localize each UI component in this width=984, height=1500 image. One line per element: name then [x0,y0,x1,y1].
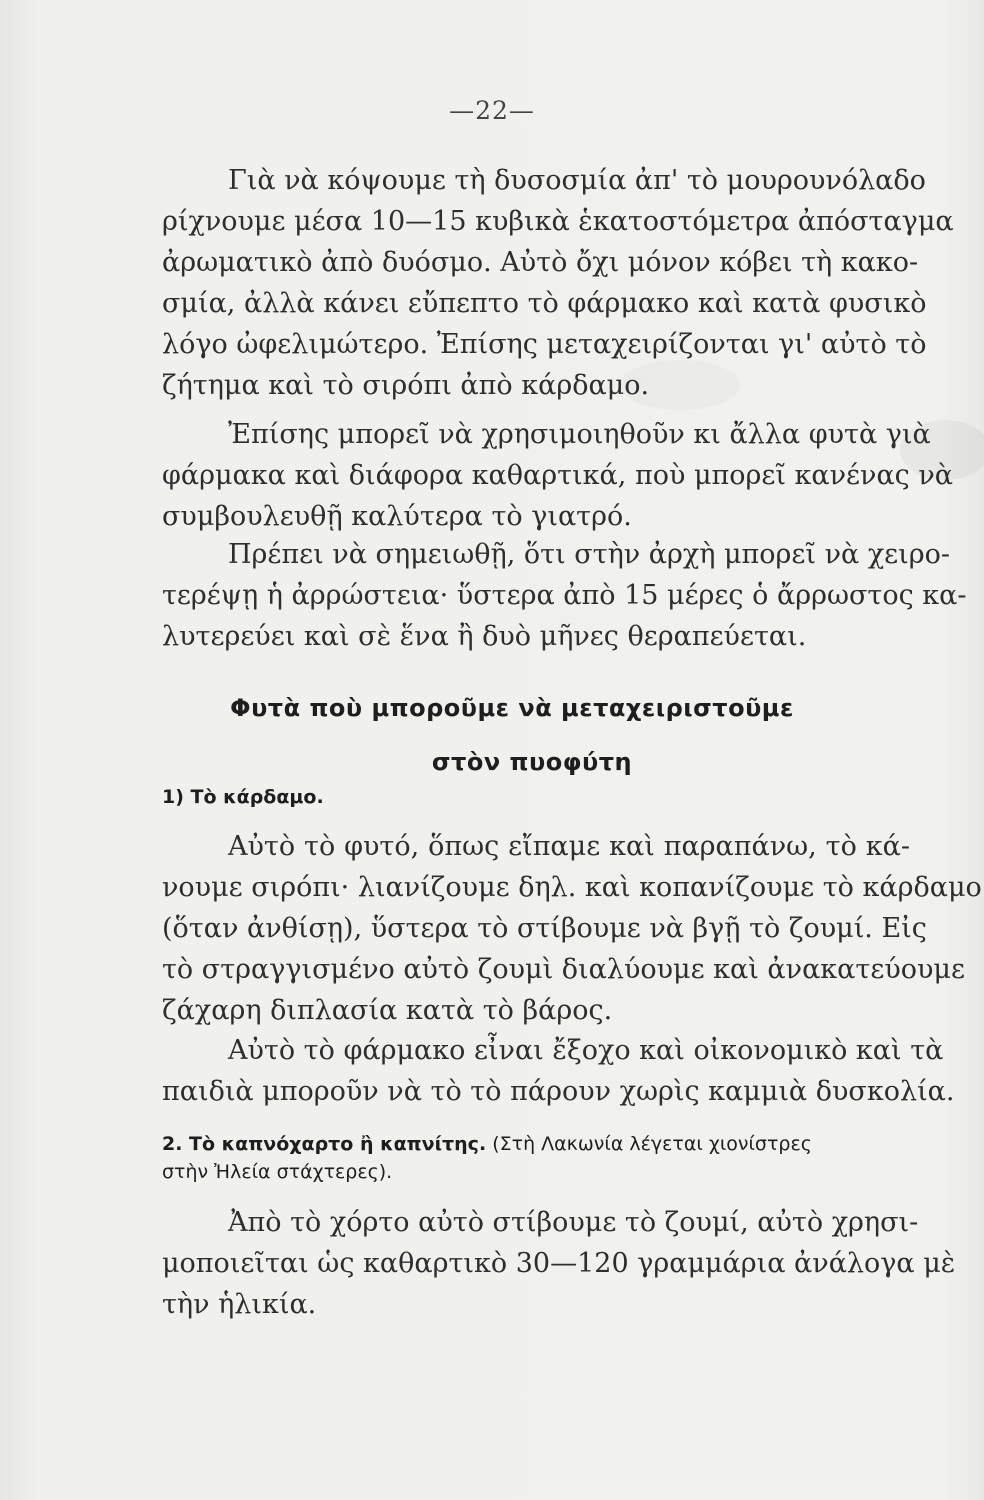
text-line: ρίχνουμε μέσα 10—15 κυβικὰ ἑκατοστόμετρα ἀπόσταγμα [162,206,954,237]
text-line: τὸ στραγγισμένο αὐτὸ ζουμὶ διαλύουμε καὶ ἀνακατεύουμε [162,954,965,985]
text-line: ζήτημα καὶ τὸ σιρόπι ἀπὸ κάρδαμο. [162,370,650,401]
text-line: λυτερεύει καὶ σὲ ἕνα ἢ δυὸ μῆνες θεραπεύεται. [162,621,807,652]
text-line: νουμε σιρόπι· λιανίζουμε δηλ. καὶ κοπανίζουμε τὸ κάρδαμο [162,872,982,903]
text-line: φάρμακα καὶ διάφορα καθαρτικά, ποὺ μπορεῖ κανένας νὰ [162,460,954,491]
subsection-title-bold: 2. Τὸ καπνόχαρτο ἢ καπνίτης. [162,1133,487,1155]
text-line: τερέψῃ ἡ ἀρρώστεια· ὕστερα ἀπὸ 15 μέρες ὁ ἄρρωστος κα- [162,580,967,611]
text-line: παιδιὰ μποροῦν νὰ τὸ τὸ πάρουν χωρὶς καμμιὰ δυσκολία. [162,1076,955,1107]
text-line: συμβουλευθῇ καλύτερα τὸ γιατρό. [162,501,632,532]
subsection-title-kardamo: 1) Τὸ κάρδαμο. [162,786,324,808]
paragraph-kapnocharto-usage [162,1202,956,1325]
subsection-title-kapnocharto [162,1130,922,1186]
text-line: τὴν ἡλικία. [162,1289,317,1320]
text-line: ζάχαρη διπλασία κατὰ τὸ βάρος. [162,995,613,1026]
paragraph-illness-course [162,534,967,657]
page-number: —22— [449,96,535,125]
text-line: (ὅταν ἀνθίσῃ), ὕστερα τὸ στίβουμε νὰ βγῇ τὸ ζουμί. Εἰς [162,913,927,944]
text-line: Ἀπὸ τὸ χόρτο αὐτὸ στίβουμε τὸ ζουμί, αὐτὸ χρησι- [228,1207,919,1238]
paragraph-other-plants [162,414,954,537]
subsection-note: (Στὴ Λακωνία λέγεται χιονίστρες [492,1133,812,1155]
text-line: Πρέπει νὰ σημειωθῇ, ὅτι στὴν ἀρχὴ μπορεῖ νὰ χειρο- [228,539,950,570]
text-line: Ἐπίσης μπορεῖ νὰ χρησιμοιηθοῦν κι ἄλλα φυτὰ γιὰ [228,419,931,450]
text-line: Γιὰ νὰ κόψουμε τὴ δυσοσμία ἀπ' τὸ μουρουνόλαδο [228,165,926,196]
paragraph-kardamo-benefit [162,1030,955,1112]
subsection-title-line [162,1130,922,1158]
section-heading-line2: στὸν πυοφύτη [431,748,633,776]
text-line: λόγο ὠφελιμώτερο. Ἐπίσης μεταχειρίζονται γι' αὐτὸ τὸ [162,329,927,360]
subsection-note-line2 [162,1158,922,1186]
text-line: ἀρωματικὸ ἀπὸ δυόσμο. Αὐτὸ ὄχι μόνον κόβει τὴ κακο- [162,247,919,278]
paragraph-kardamo-syrup [162,826,982,1031]
text-line: μοποιεῖται ὡς καθαρτικὸ 30—120 γραμμάρια ἀνάλογα μὲ [162,1248,956,1279]
paragraph-dysosmia [162,160,954,406]
text-line: Αὐτὸ τὸ φάρμακο εἶναι ἔξοχο καὶ οἰκονομικὸ καὶ τὰ [228,1035,944,1066]
text-line: Αὐτὸ τὸ φυτό, ὅπως εἴπαμε καὶ παραπάνω, τὸ κά- [228,831,910,862]
section-heading-line1: Φυτὰ ποὺ μποροῦμε νὰ μεταχειριστοῦμε [230,694,794,722]
subsection-note: στὴν Ἠλεία στάχτερες). [162,1161,393,1183]
text-line: σμία, ἀλλὰ κάνει εὔπεπτο τὸ φάρμακο καὶ κατὰ φυσικὸ [162,288,927,319]
